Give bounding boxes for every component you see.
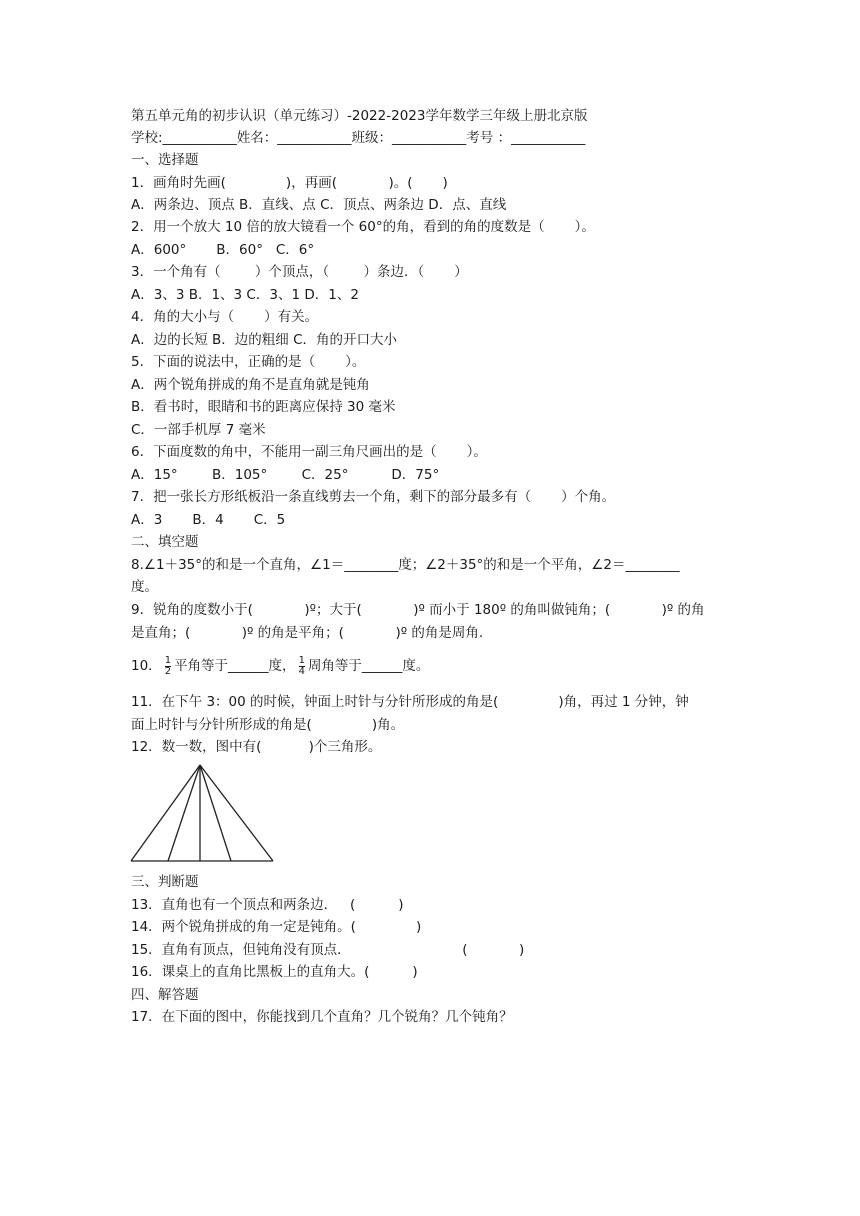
question-16: 16．课桌上的直角比黑板上的直角大。( ) — [131, 964, 418, 980]
fraction-one-quarter — [299, 656, 305, 677]
question-4-stem: 4．角的大小与（ ）有关。 — [131, 309, 319, 325]
student-info-line: 学校:___________姓名：___________班级：___________考号 ：___________ — [131, 130, 586, 146]
question-5-option-a: A．两个锐角拼成的角不是直角就是钝角 — [131, 377, 370, 393]
question-11-line-1: 11．在下午 3：00 的时候，钟面上时针与分针所形成的角是( )角，再过 1 分钟，钟 — [131, 694, 689, 710]
question-2-options: A．600° B．60° C．6° — [131, 242, 315, 258]
question-10-prefix: 10． — [131, 658, 162, 674]
triangle-left-side — [131, 765, 200, 861]
question-17: 17．在下面的图中，你能找到几个直角？几个锐角？几个钝角？ — [131, 1009, 513, 1025]
triangle-right-side — [200, 765, 273, 861]
triangle-figure — [130, 762, 276, 864]
triangle-inner-line-3 — [200, 765, 231, 861]
fraction-numerator: 1 — [164, 654, 172, 666]
question-15: 15．直角有顶点，但钝角没有顶点． ( ) — [131, 942, 525, 958]
question-10-middle: 平角等于______度， — [174, 658, 296, 674]
section-heading-answer: 四、解答题 — [131, 987, 199, 1003]
question-11-line-2: 面上时针与分针所形成的角是( )角。 — [131, 717, 405, 733]
question-1-stem: 1．画角时先画( )，再画( )。( ) — [131, 175, 448, 191]
question-12-stem: 12．数一数，图中有( )个三角形。 — [131, 739, 382, 755]
question-5-option-c: C．一部手机厚 7 毫米 — [131, 422, 266, 438]
question-8-line-2: 度。 — [131, 579, 158, 595]
question-6-options: A．15° B．105° C．25° D．75° — [131, 467, 440, 483]
question-5-option-b: B．看书时，眼睛和书的距离应保持 30 毫米 — [131, 399, 396, 415]
question-3-stem: 3．一个角有（ ）个顶点，（ ）条边．（ ） — [131, 264, 468, 280]
question-6-stem: 6．下面度数的角中，不能用一副三角尺画出的是（ ）。 — [131, 444, 487, 460]
question-4-options: A．边的长短 B．边的粗细 C．角的开口大小 — [131, 332, 398, 348]
question-9-line-2: 是直角；( )º 的角是平角；( )º 的角是周角. — [131, 625, 484, 641]
question-13: 13．直角也有一个顶点和两条边． ( ) — [131, 897, 404, 913]
question-1-options: A．两条边、顶点 B．直线、点 C．顶点、两条边 D．点、直线 — [131, 197, 507, 213]
fraction-one-half — [165, 656, 171, 677]
question-9-line-1: 9．锐角的度数小于( )º；大于( )º 而小于 180º 的角叫做钝角；( )º 的角 — [131, 602, 705, 618]
worksheet-title: 第五单元角的初步认识（单元练习）-2022-2023学年数学三年级上册北京版 — [131, 108, 588, 124]
question-2-stem: 2．用一个放大 10 倍的放大镜看一个 60°的角，看到的角的度数是（ ）。 — [131, 219, 595, 235]
fraction-numerator: 1 — [298, 654, 305, 666]
fraction-denominator: 4 — [298, 665, 305, 677]
question-3-options: A．3、3 B．1、3 C．3、1 D．1、2 — [131, 287, 359, 303]
section-heading-fill: 二、填空题 — [131, 534, 199, 550]
question-7-stem: 7．把一张长方形纸板沿一条直线剪去一个角，剩下的部分最多有（ ）个角。 — [131, 489, 616, 505]
question-10-suffix: 周角等于______度。 — [307, 658, 430, 674]
triangle-inner-line-1 — [168, 765, 200, 861]
section-heading-choice: 一、选择题 — [131, 152, 199, 168]
question-5-stem: 5．下面的说法中，正确的是（ ）。 — [131, 354, 366, 370]
fraction-denominator: 2 — [164, 665, 172, 677]
question-10 — [131, 653, 731, 679]
section-heading-judge: 三、判断题 — [131, 874, 199, 890]
question-7-options: A．3 B．4 C．5 — [131, 512, 286, 528]
question-14: 14．两个锐角拼成的角一定是钝角。( ) — [131, 919, 422, 935]
question-8-line-1: 8.∠1＋35°的和是一个直角，∠1＝________度；∠2＋35°的和是一个平角，∠2＝________ — [131, 557, 680, 573]
